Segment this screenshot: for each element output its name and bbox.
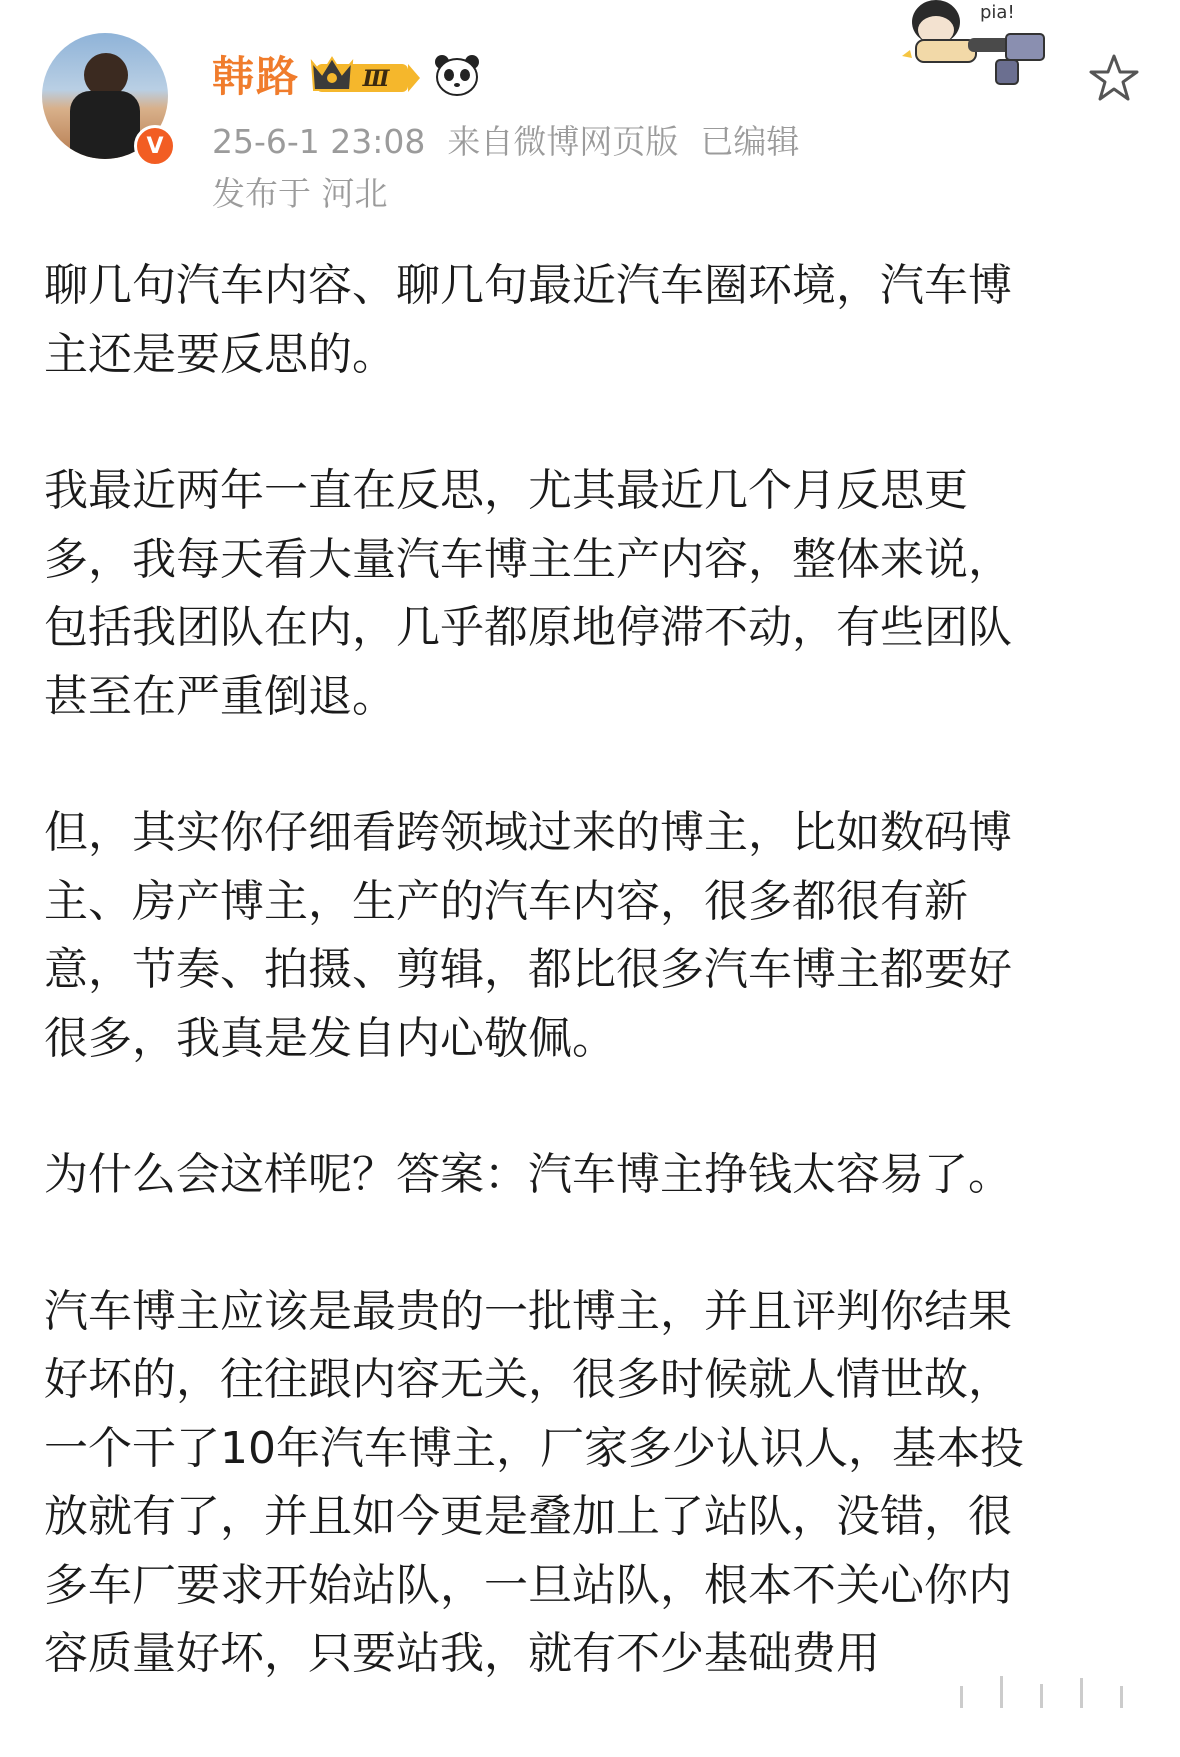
- paragraph: 我最近两年一直在反思，尤其最近几个月反思更 多，我每天看大量汽车博主生产内容，整体来说， 包括我团队在内，几乎都原地停滞不动，有些团队 甚至在严重倒退。: [44, 465, 1012, 722]
- paragraph: 为什么会这样呢？答案：汽车博主挣钱太容易了。: [44, 1149, 1012, 1200]
- avatar[interactable]: [42, 33, 168, 159]
- crown-vip-badge-icon[interactable]: [310, 52, 422, 98]
- vip-level-text: Ⅲ: [362, 66, 390, 92]
- author-name[interactable]: 韩路: [212, 52, 301, 101]
- post-time[interactable]: 25-6-1 23:08: [212, 122, 426, 161]
- edited-label[interactable]: 已编辑: [700, 122, 800, 161]
- post-content: [44, 252, 1124, 1757]
- post-meta: [212, 116, 821, 163]
- sticker-text: pia!: [980, 2, 1015, 23]
- sticker-decoration: [888, 0, 1058, 100]
- post-location: 发布于 河北: [212, 174, 388, 213]
- post-source: 来自微博网页版: [447, 122, 679, 161]
- verified-v-icon: V: [134, 125, 176, 167]
- avatar-body: [70, 91, 140, 159]
- paragraph: 但，其实你仔细看跨领域过来的博主，比如数码博 主、房产博主，生产的汽车内容，很多都很有新 意，节奏、拍摄、剪辑，都比很多汽车博主都要好 很多，我真是发自内心敬佩。: [44, 807, 1012, 1064]
- paragraph: 聊几句汽车内容、聊几句最近汽车圈环境，汽车博 主还是要反思的。: [44, 260, 1012, 380]
- panda-icon: [432, 52, 482, 98]
- star-outline-icon[interactable]: [1088, 52, 1140, 104]
- watermark-graphic: [940, 1666, 1170, 1714]
- post-header: [0, 0, 1180, 230]
- paragraph: 汽车博主应该是最贵的一批博主，并且评判你结果 好坏的，往往跟内容无关，很多时候就人情世故， 一个干了10年汽车博主，厂家多少认识人，基本投 放就有了，并且如今更是叠加上了站队，没错，很 多车厂要求开始站队，一旦站队，根本不关心你内 容质量好坏，只要站我，就有不少基础费用: [44, 1285, 1024, 1679]
